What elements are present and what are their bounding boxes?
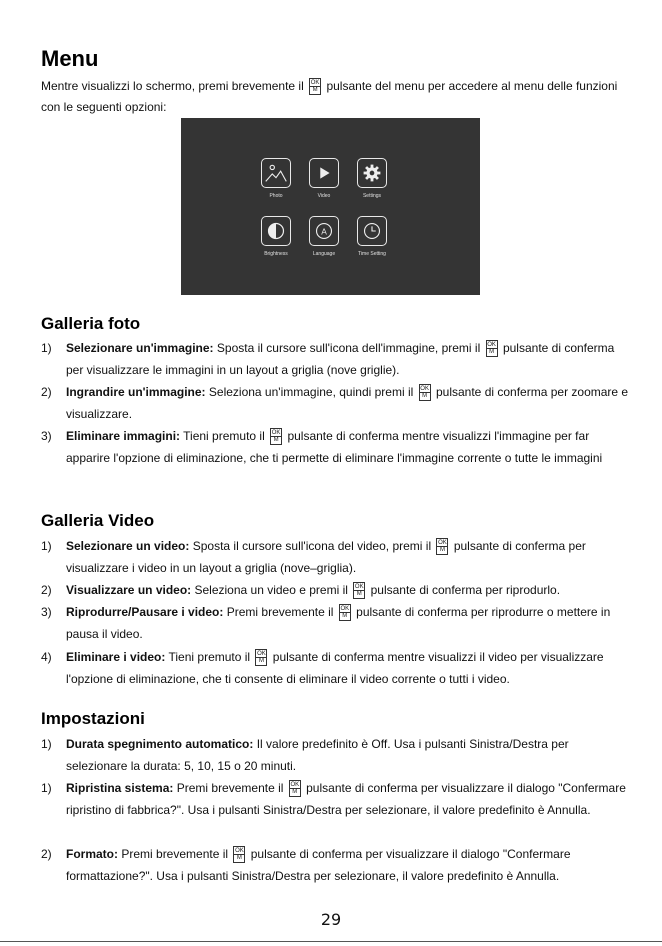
tile-label-photo: Photo [269,193,283,199]
list-item: 1) Selezionare un video: Sposta il cursore sull'icona del video, premi il $\frac{OK}{M}$ pulsante di conferma per visualizzare i video in un layout a griglia (nove–griglia). [41,539,586,575]
ok-m-button-icon: $\frac{OK}{M}$ [290,782,300,795]
section-heading-video-gallery: Galleria Video [41,511,155,530]
ok-m-button-icon: $\frac{OK}{M}$ [257,651,266,664]
intro-text-after: pulsante del menu per accedere al menu delle funzioni con le seguenti opzioni: [41,79,618,114]
ok-m-button-icon: $\frac{OK}{M}$ [420,386,429,399]
svg-text:A: A [321,226,327,237]
ok-m-button-icon: $\frac{OK}{M}$ [235,848,244,861]
menu-screen-illustration [181,118,480,295]
section-heading-photo-gallery: Galleria foto [41,314,141,333]
brightness-icon [261,216,291,246]
intro-text-before: Mentre visualizzi lo schermo, premi brevemente il [41,79,304,93]
list-item: 2) Visualizzare un video: Seleziona un video e premi il $\frac{OK}{M}$ pulsante di conferma per riprodurlo. [41,583,561,597]
list-item: 3) Eliminare immagini: Tieni premuto il $\frac{OK}{M}$ pulsante di conferma mentre visualizzi l'immagine per far apparire l'opzione di eliminazione, che ti permette di eliminare l'immagine corrente o tutte le immagini [41,429,603,465]
ok-m-button-icon: $\frac{OK}{M}$ [310,80,320,93]
tile-label-language: Language [312,251,336,257]
list-item: 1) Ripristina sistema: Premi brevemente il $\frac{OK}{M}$ pulsante di conferma per visualizzare il dialogo "Confermare ripristino di fabbrica?". Usa i pulsanti Sinistra/Destra per selezionare, il valore predefinito è Annulla. [41,781,626,817]
play-icon [309,158,339,188]
page-number: 29 [320,910,342,929]
tile-label-video: Video [317,193,331,199]
tile-label-brightness: Brightness [264,251,288,257]
page-title: Menu [41,46,99,71]
footer-divider [0,941,662,942]
clock-icon [357,216,387,246]
tile-label-time-setting: Time Setting [358,251,386,257]
ok-m-button-icon: $\frac{OK}{M}$ [487,342,496,355]
gear-icon [357,158,387,188]
intro-paragraph [41,76,631,118]
ok-m-button-icon: $\frac{OK}{M}$ [438,540,447,553]
list-item: 1) Selezionare un'immagine: Sposta il cursore sull'icona dell'immagine, premi il $\frac{OK}{M}$ pulsante di conferma per visualizzare le immagini in un layout a griglia (nove griglie). [41,341,615,377]
section-heading-settings: Impostazioni [41,709,145,728]
list-item: 2) Formato: Premi brevemente il $\frac{OK}{M}$ pulsante di conferma per visualizzare il dialogo "Confermare formattazione?". Usa i pulsanti Sinistra/Destra per selezionare, il valore predefinito è Annulla. [41,847,571,883]
list-item: 2) Ingrandire un'immagine: Seleziona un'immagine, quindi premi il $\frac{OK}{M}$ pulsante di conferma per zoomare e visualizzare. [41,385,629,421]
list-item: 1) Durata spegnimento automatico: Il valore predefinito è Off. Usa i pulsanti Sinistra/Destra per selezionare la durata: 5, 10, 15 o 20 minuti. [41,737,569,773]
list-item: 4) Eliminare i video: Tieni premuto il $\frac{OK}{M}$ pulsante di conferma mentre visualizzi il video per visualizzare l'opzione di eliminazione, che ti consente di eliminare il video corrente o tutti i video. [41,650,604,686]
ok-m-button-icon: $\frac{OK}{M}$ [354,584,364,597]
language-icon [309,216,339,246]
tile-label-settings: Settings [362,193,382,199]
ok-m-button-icon: $\frac{OK}{M}$ [271,430,281,443]
ok-m-button-icon: $\frac{OK}{M}$ [340,606,350,619]
list-item: 3) Riprodurre/Pausare i video: Premi brevemente il $\frac{OK}{M}$ pulsante di conferma per riprodurre o mettere in pausa il video. [41,605,611,641]
photo-icon [261,158,291,188]
